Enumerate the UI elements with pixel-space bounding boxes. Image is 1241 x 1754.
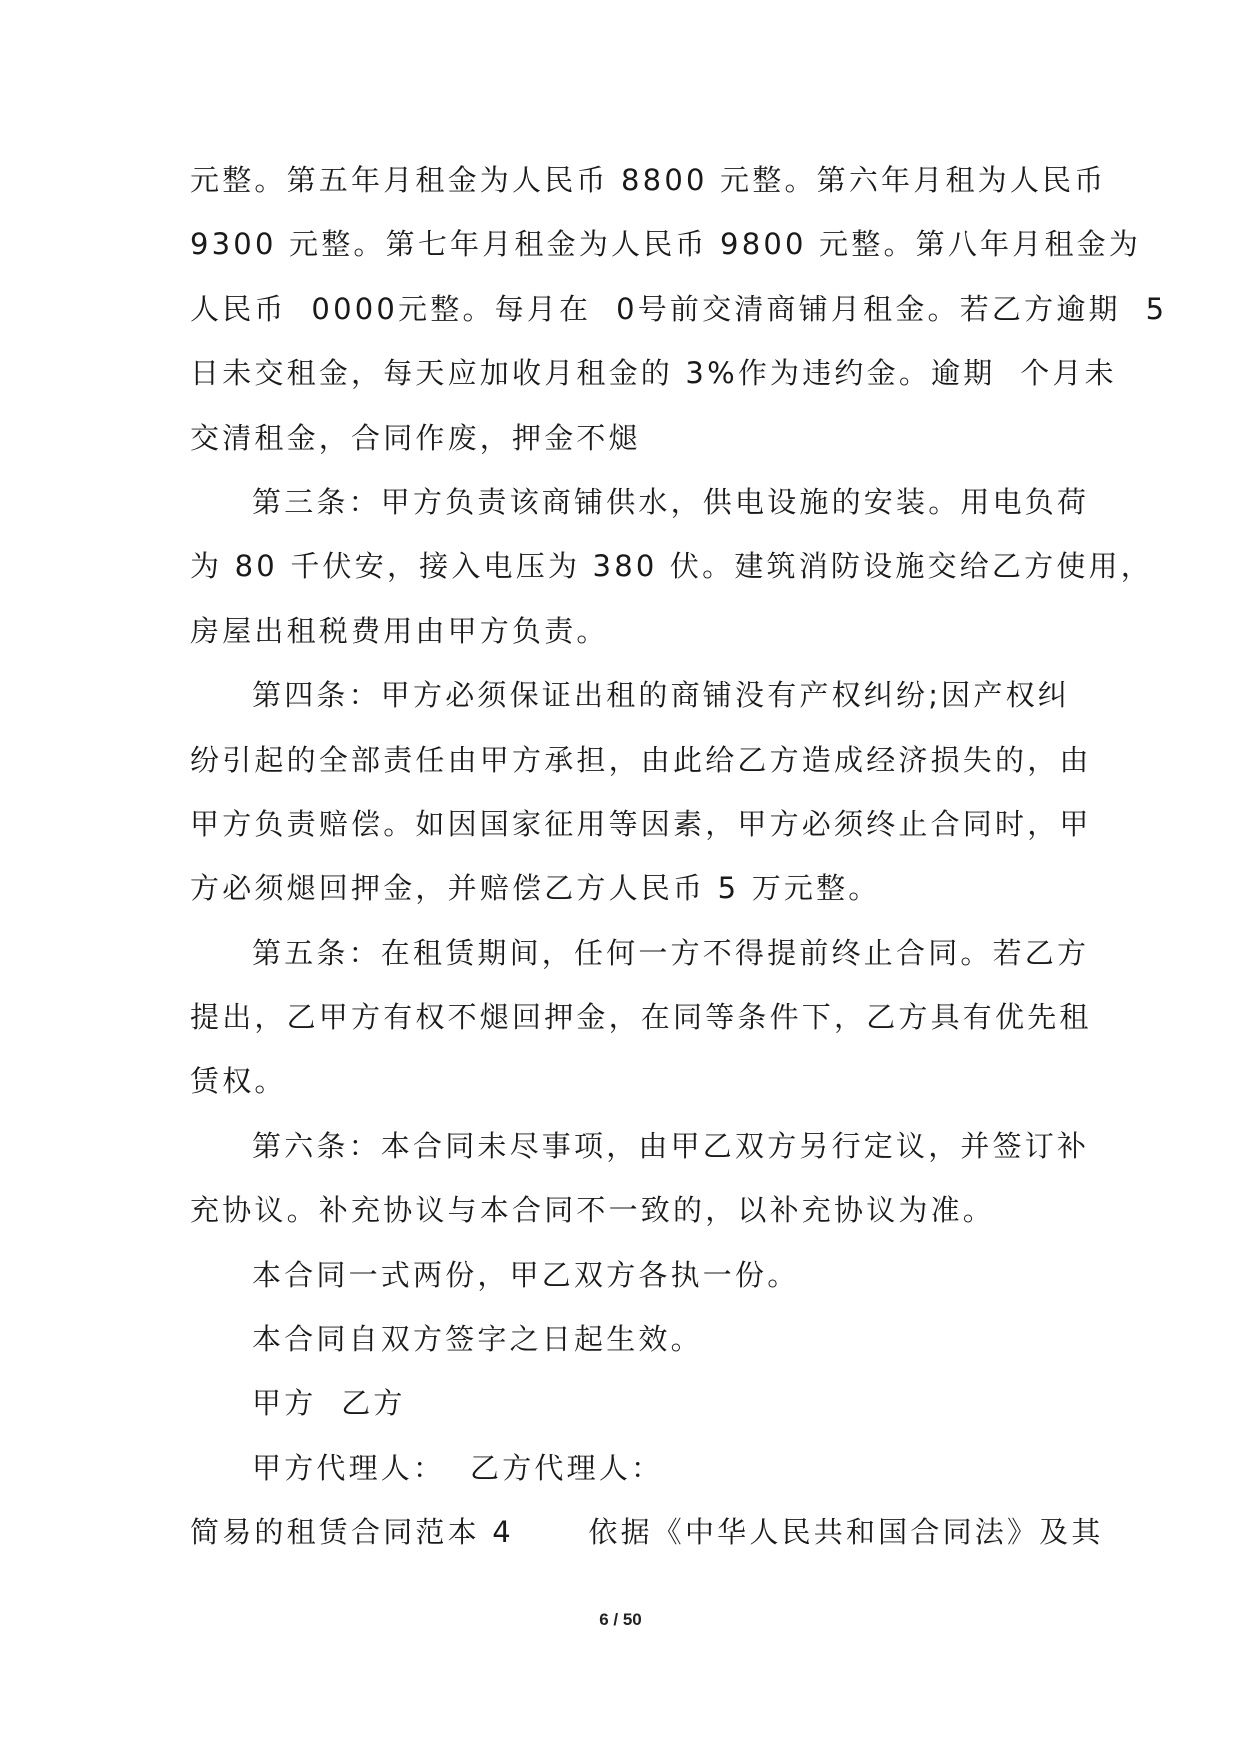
article-4-line: 第四条：甲方必须保证出租的商铺没有产权纠纷;因产权纠 bbox=[252, 678, 1070, 713]
text-line: 人民币 0000元整。每月在 0号前交清商铺月租金。若乙方逾期 5 bbox=[190, 291, 1168, 326]
signature-agents: 甲方代理人： 乙方代理人： bbox=[252, 1450, 664, 1485]
document-body bbox=[190, 148, 1168, 1565]
text-line: 提出，乙甲方有权不煺回押金，在同等条件下，乙方具有优先租 bbox=[190, 1000, 1092, 1035]
article-3-line: 第三条：甲方负责该商铺供水，供电设施的安装。用电负荷 bbox=[252, 484, 1090, 519]
effective-clause: 本合同自双方签字之日起生效。 bbox=[252, 1322, 703, 1357]
article-5-line: 第五条：在租赁期间，任何一方不得提前终止合同。若乙方 bbox=[252, 935, 1090, 970]
text-line: 为 80 千伏安，接入电压为 380 伏。建筑消防设施交给乙方使用， bbox=[190, 549, 1153, 584]
signature-parties: 甲方 乙方 bbox=[252, 1386, 406, 1421]
article-6-line: 第六条：本合同未尽事项，由甲乙双方另行定议，并签订补 bbox=[252, 1128, 1090, 1163]
copies-clause: 本合同一式两份，甲乙双方各执一份。 bbox=[252, 1257, 800, 1292]
text-line: 纷引起的全部责任由甲方承担，由此给乙方造成经济损失的，由 bbox=[190, 742, 1092, 777]
text-line: 9300 元整。第七年月租金为人民币 9800 元整。第八年月租金为 bbox=[190, 227, 1142, 262]
page-number: 6 / 50 bbox=[599, 1610, 642, 1629]
text-line: 元整。第五年月租金为人民币 8800 元整。第六年月租为人民币 bbox=[190, 163, 1107, 197]
text-line: 甲方负责赔偿。如因国家征用等因素，甲方必须终止合同时，甲 bbox=[190, 806, 1092, 841]
text-line: 充协议。补充协议与本合同不一致的，以补充协议为准。 bbox=[190, 1193, 996, 1228]
text-line: 日未交租金，每天应加收月租金的 3%作为违约金。逾期 个月未 bbox=[190, 356, 1117, 391]
text-line: 赁权。 bbox=[190, 1064, 287, 1099]
text-line: 房屋出租税费用由甲方负责。 bbox=[190, 613, 609, 648]
text-line: 交清租金，合同作废，押金不煺 bbox=[190, 420, 641, 455]
next-template-heading: 简易的租赁合同范本 4 依据《中华人民共和国合同法》及其 bbox=[190, 1515, 1104, 1550]
text-line: 方必须煺回押金，并赔偿乙方人民币 5 万元整。 bbox=[190, 871, 881, 906]
